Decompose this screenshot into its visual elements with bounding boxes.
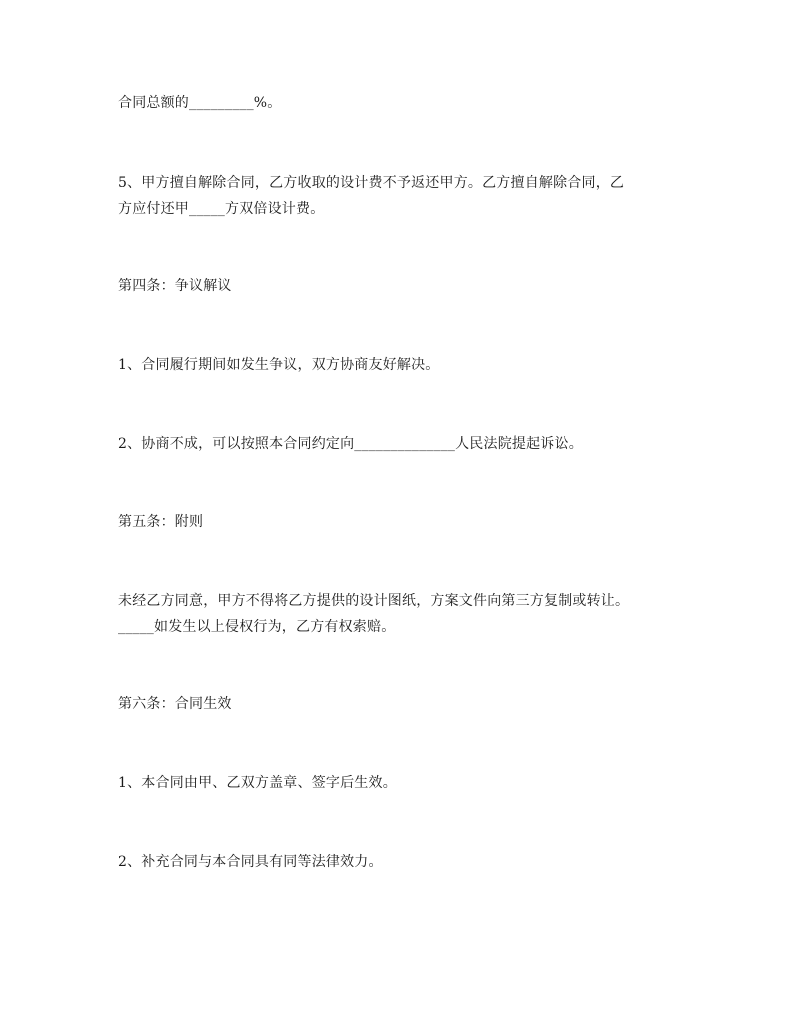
clause-5-line-2: 方应付还甲_____方双倍设计费。 [118, 201, 325, 217]
effectiveness-clause-2: 2、补充合同与本合同具有同等法律效力。 [118, 854, 383, 870]
dispute-clause-2: 2、协商不成，可以按照本合同约定向______________人民法院提起诉讼。 [118, 436, 583, 452]
contract-total-percentage-line: 合同总额的_________%。 [118, 95, 282, 111]
effectiveness-clause-1: 1、本合同由甲、乙双方盖章、签字后生效。 [118, 775, 397, 791]
article-6-heading: 第六条：合同生效 [118, 696, 232, 712]
clause-5-line-1: 5、甲方擅自解除合同，乙方收取的设计费不予返还甲方。乙方擅自解除合同，乙 [118, 175, 625, 191]
dispute-clause-1: 1、合同履行期间如发生争议，双方协商友好解决。 [118, 357, 440, 373]
supplementary-clause-line-1: 未经乙方同意，甲方不得将乙方提供的设计图纸，方案文件向第三方复制或转让。 [118, 593, 630, 609]
supplementary-clause-line-2: _____如发生以上侵权行为，乙方有权索赔。 [118, 619, 396, 635]
article-4-heading: 第四条：争议解议 [118, 278, 232, 294]
article-5-heading: 第五条：附则 [118, 514, 204, 530]
